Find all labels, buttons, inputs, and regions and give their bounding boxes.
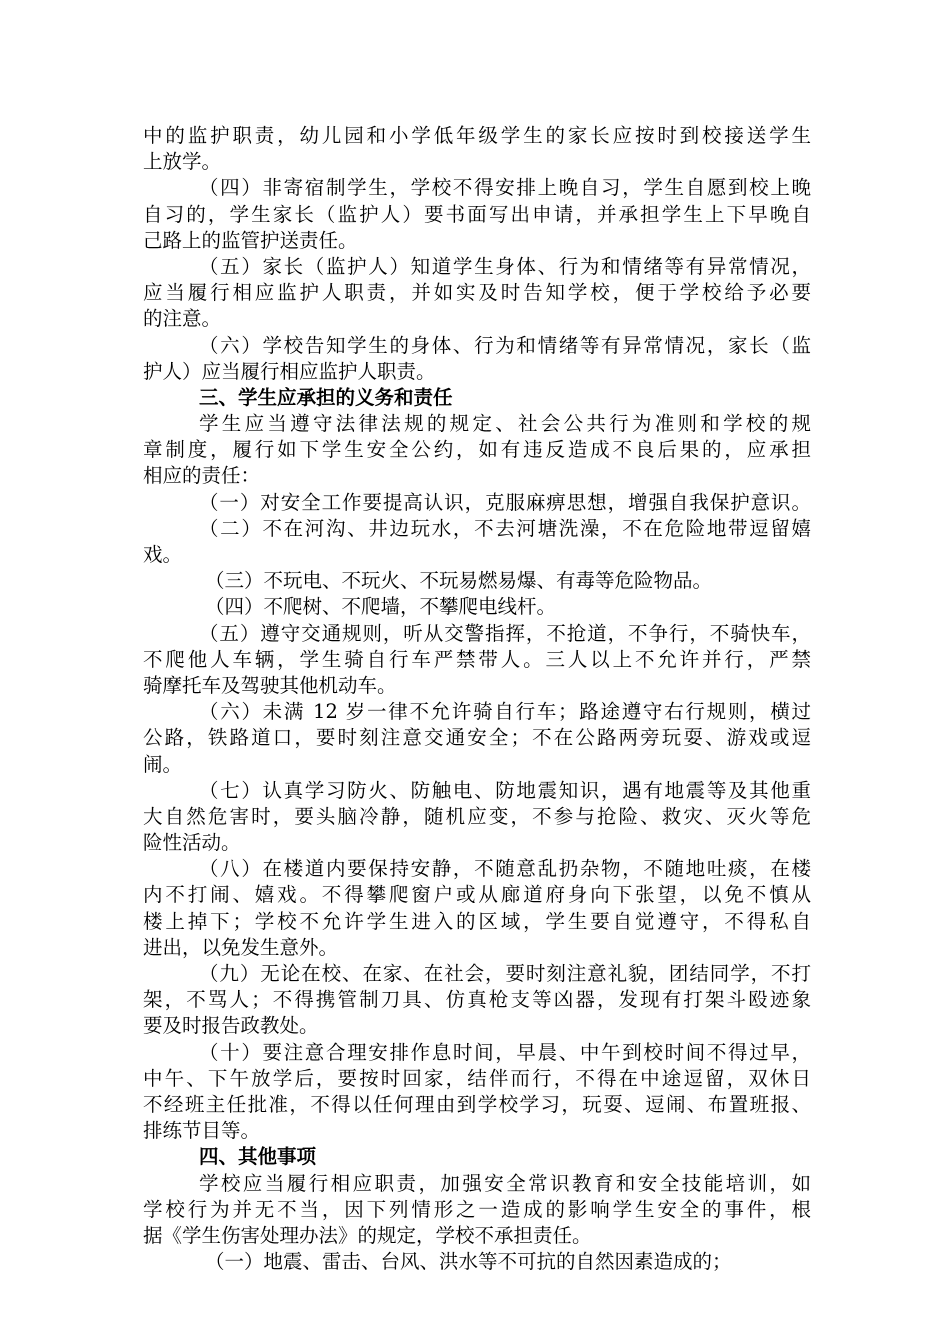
text-line: （五）遵守交通规则，听从交警指挥，不抢道，不争行，不骑快车， [199, 621, 811, 645]
text-line: 闹。 [143, 752, 183, 776]
text-line: 进出，以免发生意外。 [143, 935, 339, 959]
text-line: （一）对安全工作要提高认识，克服麻痹思想，增强自我保护意识。 [199, 490, 811, 514]
text-line: 学校行为并无不当，因下列情形之一造成的影响学生安全的事件，根 [143, 1197, 811, 1221]
section-heading: 四、其他事项 [199, 1145, 317, 1169]
text-line: 中的监护职责，幼儿园和小学低年级学生的家长应按时到校接送学生 [143, 124, 811, 147]
text-line: 大自然危害时，要头脑冷静，随机应变，不参与抢险、救灾、灭火等危 [143, 804, 811, 828]
text-line: 内不打闹、嬉戏。不得攀爬窗户或从廊道府身向下张望，以免不慎从 [143, 883, 811, 907]
text-line: （五）家长（监护人）知道学生身体、行为和情绪等有异常情况， [199, 254, 811, 278]
text-line: 学生应当遵守法律法规的规定、社会公共行为准则和学校的规 [199, 412, 811, 436]
text-line: 相应的责任： [143, 464, 261, 488]
text-line: 不爬他人车辆，学生骑自行车严禁带人。三人以上不允许并行，严禁 [143, 647, 811, 671]
text-line: 应当履行相应监护人职责，并如实及时告知学校，便于学校给予必要 [143, 281, 811, 305]
text-line: （八）在楼道内要保持安静，不随意乱扔杂物，不随地吐痰，在楼 [199, 857, 811, 881]
text-line: 中午、下午放学后，要按时回家，结伴而行，不得在中途逗留，双休日 [143, 1066, 811, 1090]
text-line: 据《学生伤害处理办法》的规定，学校不承担责任。 [143, 1223, 592, 1247]
text-line: （四）非寄宿制学生，学校不得安排上晚自习，学生自愿到校上晚 [199, 176, 811, 200]
text-line: 公路，铁路道口，要时刻注意交通安全；不在公路两旁玩耍、游戏或逗 [143, 726, 811, 750]
text-line: 排练节目等。 [143, 1119, 261, 1143]
text-line: 学校应当履行相应职责，加强安全常识教育和安全技能培训，如 [199, 1171, 811, 1195]
text-line: （七）认真学习防火、防触电、防地震知识，遇有地震等及其他重 [199, 778, 811, 802]
text-line: （九）无论在校、在家、在社会，要时刻注意礼貌，团结同学，不打 [199, 962, 811, 985]
text-line: （三）不玩电、不玩火、不玩易燃易爆、有毒等危险物品。 [205, 569, 713, 593]
text-line: 护人）应当履行相应监护人职责。 [143, 359, 436, 383]
text-line: （六）学校告知学生的身体、行为和情绪等有异常情况，家长（监 [199, 333, 811, 357]
text-line: 自习的，学生家长（监护人）要书面写出申请，并承担学生上下早晚自 [143, 202, 811, 226]
section-heading: 三、学生应承担的义务和责任 [199, 385, 453, 409]
text-line: 骑摩托车及驾驶其他机动车。 [143, 673, 397, 697]
text-line: 架，不骂人；不得携管制刀具、仿真枪支等凶器，发现有打架斗殴迹象 [143, 988, 811, 1012]
text-line: （四）不爬树、不爬墙，不攀爬电线杆。 [205, 595, 557, 619]
text-line: 要及时报告政教处。 [143, 1014, 319, 1038]
text-line: 的注意。 [143, 307, 222, 331]
text-line: （二）不在河沟、井边玩水，不去河塘洗澡，不在危险地带逗留嬉 [199, 516, 811, 540]
text-line: （六）未满 12 岁一律不允许骑自行车；路途遵守右行规则，横过 [199, 700, 811, 724]
text-line: 己路上的监管护送责任。 [143, 228, 358, 252]
text-line: （十）要注意合理安排作息时间，早晨、中午到校时间不得过早， [199, 1040, 811, 1064]
document-body [143, 123, 811, 1275]
text-line: 上放学。 [143, 150, 222, 174]
text-line: 章制度，履行如下学生安全公约，如有违反造成不良后果的，应承担 [143, 438, 811, 462]
text-line: （一）地震、雷击、台风、洪水等不可抗的自然因素造成的； [205, 1250, 732, 1274]
text-line: 楼上掉下；学校不允许学生进入的区域，学生要自觉遵守，不得私自 [143, 909, 811, 933]
text-line: 险性活动。 [143, 831, 241, 855]
text-line: 戏。 [143, 543, 183, 566]
text-line: 不经班主任批准，不得以任何理由到学校学习，玩耍、逗闹、布置班报、 [143, 1092, 811, 1116]
